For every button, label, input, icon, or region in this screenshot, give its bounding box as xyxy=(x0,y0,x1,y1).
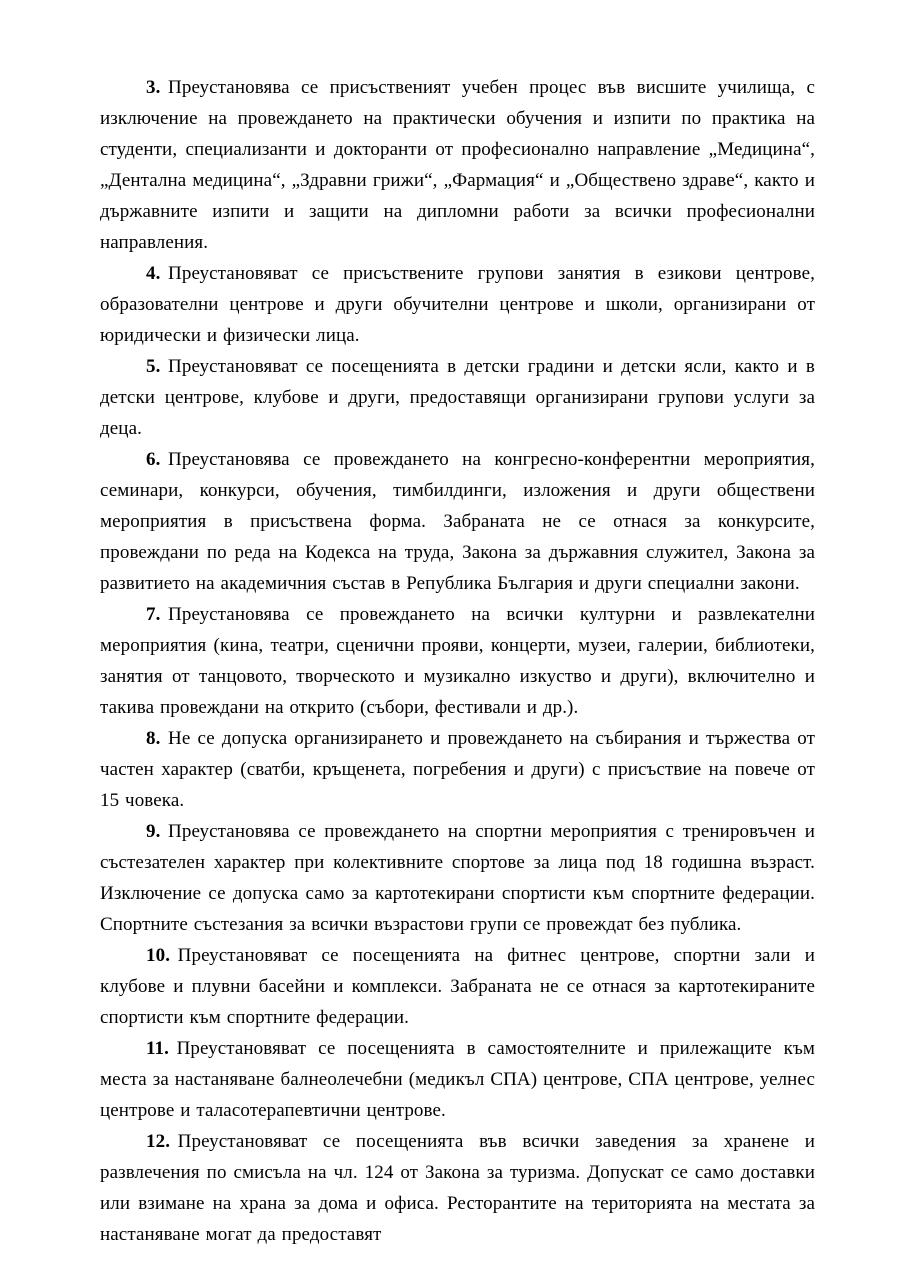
paragraph xyxy=(100,72,815,258)
paragraph-text: Преустановяват се присъствените групови занятия в езикови центрове, образователни центрове и други обучителни центрове и школи, организирани от юридически и физически лица. xyxy=(100,263,815,346)
paragraph-number: 8. xyxy=(146,728,161,749)
paragraph xyxy=(100,1126,815,1250)
paragraph-number: 12. xyxy=(146,1131,171,1152)
paragraph-text: Преустановява се провеждането на конгресно-конферентни мероприятия, семинари, конкурси, обучения, тимбилдинги, изложения и други обществени мероприятия в присъствена форма. Забраната не се отнася за конкурсите, провеждани по реда на Кодекса на труда, Закона за държавния служител, Закона за развитието на академичния състав в Република България и други специални закони. xyxy=(100,449,815,594)
paragraph-text: Преустановяват се посещенията на фитнес центрове, спортни зали и клубове и плувни басейни и комплекси. Забраната не се отнася за картотекираните спортисти към спортните федерации. xyxy=(100,945,815,1028)
paragraph-number: 9. xyxy=(146,821,161,842)
paragraph-number: 11. xyxy=(146,1038,170,1059)
paragraph xyxy=(100,351,815,444)
paragraph-number: 10. xyxy=(146,945,171,966)
paragraph-text: Преустановява се провеждането на всички културни и развлекателни мероприятия (кина, театри, сценични прояви, концерти, музеи, галерии, библиотеки, занятия от танцовото, творческото и музикално изкуство и други), включително и такива провеждани на открито (събори, фестивали и др.). xyxy=(100,604,815,718)
paragraph xyxy=(100,599,815,723)
paragraph-text: Преустановяват се посещенията във всички заведения за хранене и развлечения по смисъла на чл. 124 от Закона за туризма. Допускат се само доставки или взимане на храна за дома и офиса. Ресторантите на територията на местата за настаняване могат да предоставят xyxy=(100,1131,815,1245)
paragraph-text: Преустановяват се посещенията в самостоятелните и прилежащите към места за настаняване балнеолечебни (медикъл СПА) центрове, СПА центрове, уелнес центрове и таласотерапевтични центрове. xyxy=(100,1038,815,1121)
paragraph xyxy=(100,816,815,940)
paragraph-text: Не се допуска организирането и провеждането на събирания и тържества от частен характер (сватби, кръщенета, погребения и други) с присъствие на повече от 15 човека. xyxy=(100,728,815,811)
paragraph-number: 3. xyxy=(146,77,161,98)
paragraph xyxy=(100,940,815,1033)
paragraph-text: Преустановява се провеждането на спортни мероприятия с тренировъчен и състезателен характер при колективните спортове за лица под 18 годишна възраст. Изключение се допуска само за картотекирани спортисти към спортните федерации. Спортните състезания за всички възрастови групи се провеждат без публика. xyxy=(100,821,815,935)
paragraph xyxy=(100,723,815,816)
paragraph xyxy=(100,258,815,351)
paragraph-number: 7. xyxy=(146,604,161,625)
paragraph xyxy=(100,1033,815,1126)
paragraph-text: Преустановяват се посещенията в детски градини и детски ясли, както и в детски центрове, клубове и други, предоставящи организирани групови услуги за деца. xyxy=(100,356,815,439)
paragraph-number: 6. xyxy=(146,449,161,470)
paragraph-number: 5. xyxy=(146,356,161,377)
paragraph-text: Преустановява се присъственият учебен процес във висшите училища, с изключение на провеждането на практически обучения и изпити по практика на студенти, специализанти и докторанти от професионално направление „Медицина“, „Дентална медицина“, „Здравни грижи“, „Фармация“ и „Обществено здраве“, както и държавните изпити и защити на дипломни работи за всички професионални направления. xyxy=(100,77,815,253)
document-body xyxy=(100,72,815,1250)
paragraph-number: 4. xyxy=(146,263,161,284)
paragraph xyxy=(100,444,815,599)
